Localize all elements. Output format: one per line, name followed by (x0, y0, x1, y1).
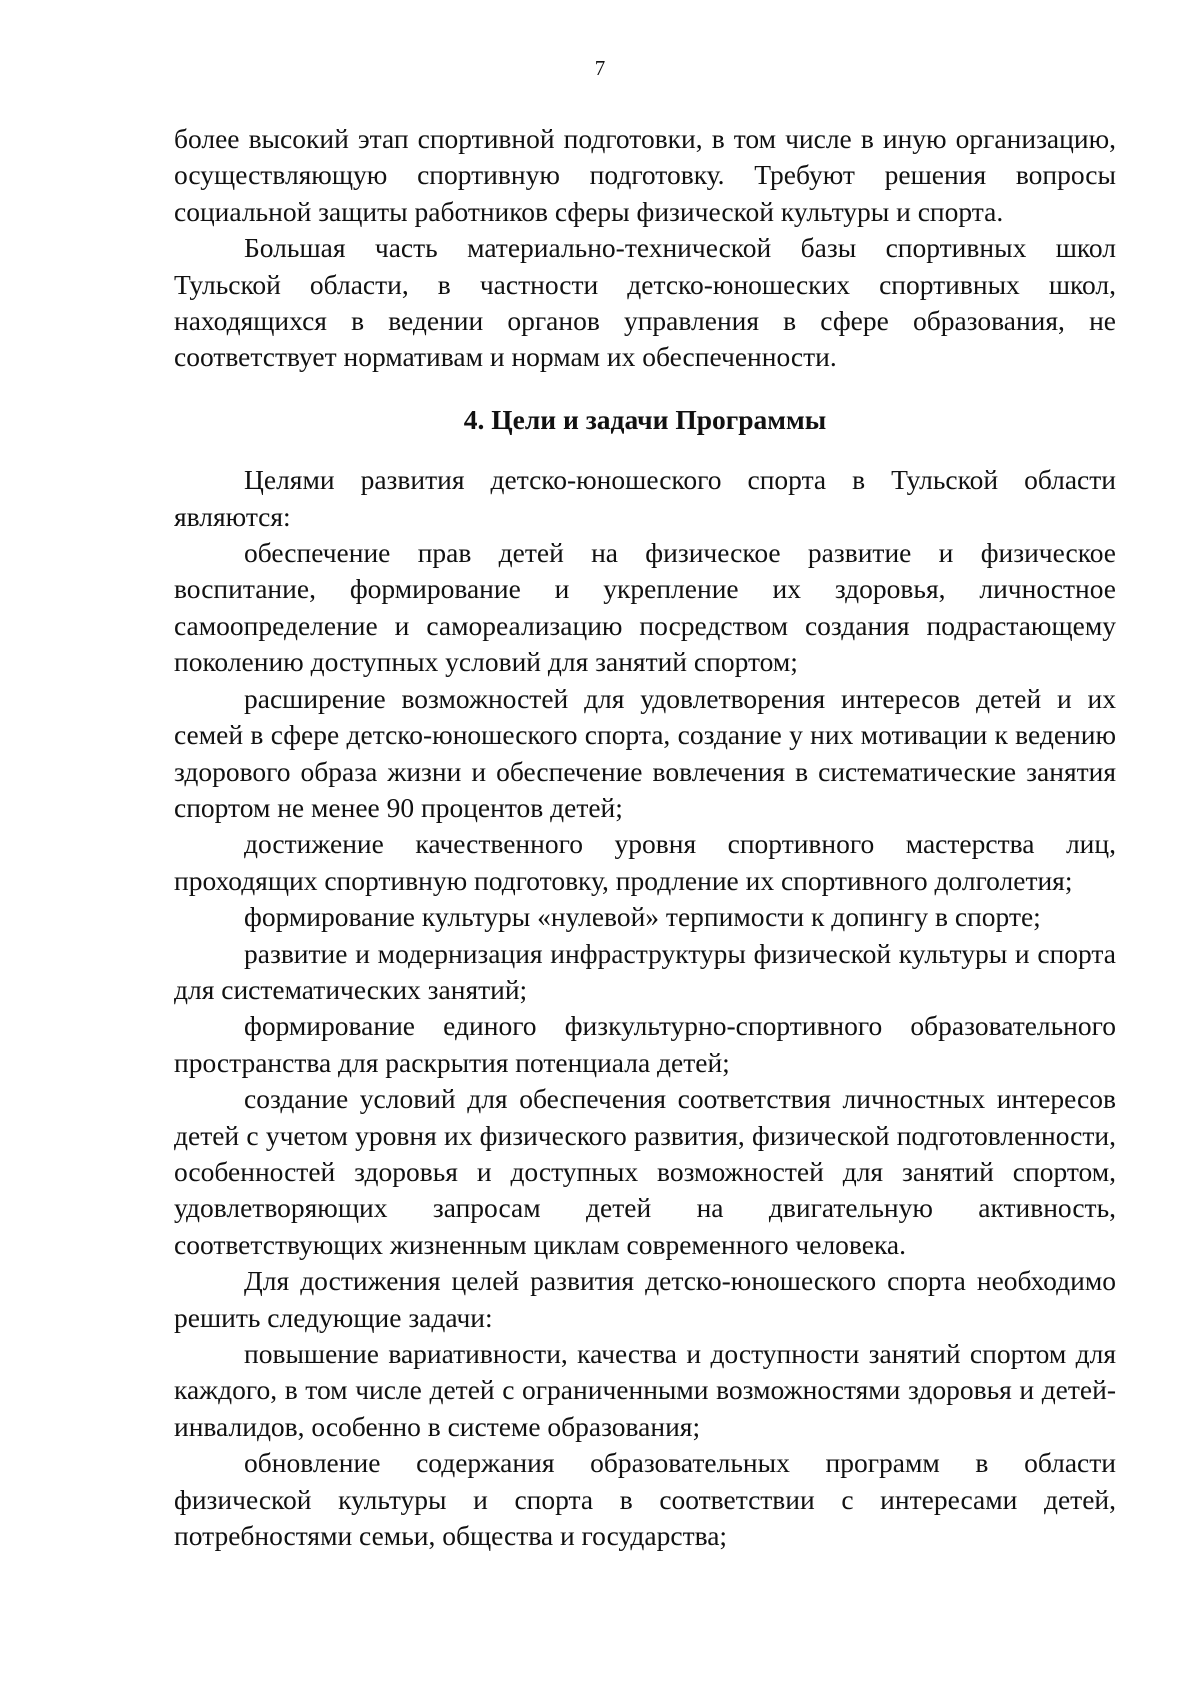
document-body (174, 121, 1116, 1554)
paragraph-task-programs: обновление содержания образовательных программ в области физической культуры и спорта в соответствии с интересами детей, потребностями семьи, общества и государства; (174, 1447, 1116, 1552)
paragraph-goal-rights: обеспечение прав детей на физическое развитие и физическое воспитание, формирование и укрепление их здоровья, личностное самоопределение и самореализацию посредством создания подрастающему поколению доступных условий для занятий спортом; (174, 537, 1116, 678)
paragraph-continuation: более высокий этап спортивной подготовки, в том числе в иную организацию, осуществляющую спортивную подготовку. Требуют решения вопросы социальной защиты работников сферы физической культуры и спорта. (174, 123, 1116, 227)
paragraph-goal-mastery: достижение качественного уровня спортивного мастерства лиц, проходящих спортивную подготовку, продление их спортивного долголетия; (174, 828, 1116, 896)
paragraph-tasks-intro: Для достижения целей развития детско-юношеского спорта необходимо решить следующие задачи: (174, 1265, 1116, 1333)
paragraph-goal-space: формирование единого физкультурно-спортивного образовательного пространства для раскрытия потенциала детей; (174, 1010, 1116, 1078)
paragraph-material-base: Большая часть материально-технической базы спортивных школ Тульской области, в частности детско-юношеских спортивных школ, находящихся в ведении органов управления в сфере образования, не соответствует нормативам и нормам их обеспеченности. (174, 232, 1116, 373)
paragraph-task-variability: повышение вариативности, качества и доступности занятий спортом для каждого, в том числе детей с ограниченными возможностями здоровья и детей-инвалидов, особенно в системе образования; (174, 1338, 1116, 1442)
page-number: 7 (594, 56, 606, 80)
paragraph-goal-conditions: создание условий для обеспечения соответствия личностных интересов детей с учетом уровня их физического развития, физической подготовленности, особенностей здоровья и доступных возможностей для занятий спортом, удовлетворяющих запросам детей на двигательную активность, соответствующих жизненным циклам современного человека. (174, 1083, 1116, 1260)
paragraph-goals-intro: Целями развития детско-юношеского спорта в Тульской области являются: (174, 464, 1116, 532)
paragraph-goal-doping: формирование культуры «нулевой» терпимости к допингу в спорте; (244, 901, 1041, 933)
paragraph-goal-opportunities: расширение возможностей для удовлетворения интересов детей и их семей в сфере детско-юношеского спорта, создание у них мотивации к ведению здорового образа жизни и обеспечение вовлечения в систематические занятия спортом не менее 90 процентов детей; (174, 682, 1116, 823)
section-heading: 4. Цели и задачи Программы (463, 403, 827, 435)
paragraph-goal-infrastructure: развитие и модернизация инфраструктуры физической культуры и спорта для систематических занятий; (174, 937, 1116, 1005)
